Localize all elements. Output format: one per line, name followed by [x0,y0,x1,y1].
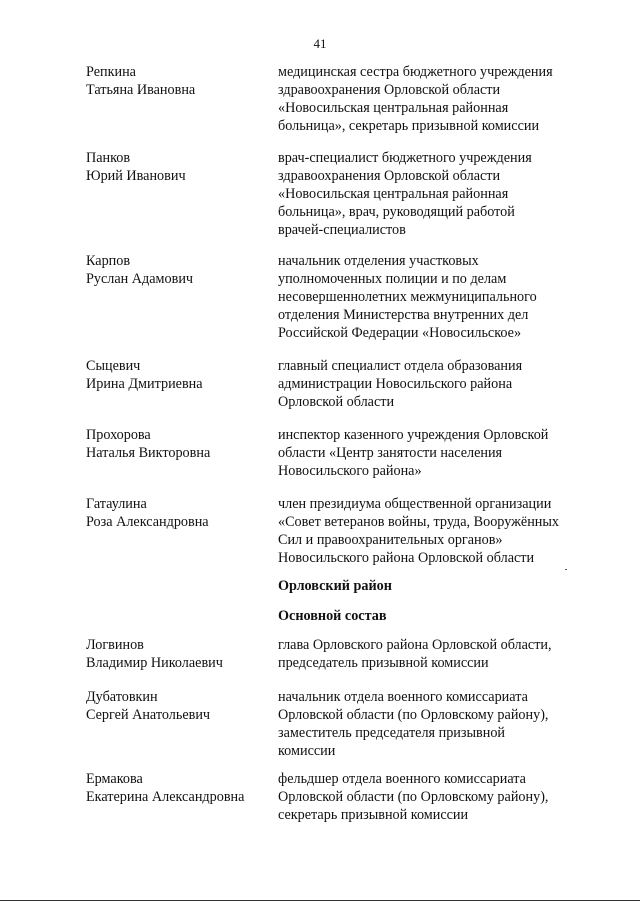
member-name [86,770,278,824]
member-given-names: Руслан Адамович [86,271,194,287]
member-name [86,426,278,480]
member-role [278,252,598,342]
member-surname: Гатаулина [86,496,147,512]
member-entry [86,252,606,342]
role-line: отделения Министерства внутренних дел [278,307,529,323]
member-role [278,357,598,411]
member-entry [86,426,606,480]
role-line: несовершеннолетних межмуниципального [278,289,537,305]
role-line: медицинская сестра бюджетного учреждения [278,64,553,80]
member-surname: Карпов [86,253,131,269]
member-name [86,149,278,239]
role-line: начальник отделения участковых [278,253,479,269]
section-title: Орловский район [278,578,392,594]
member-given-names: Роза Александровна [86,514,209,530]
member-given-names: Юрий Иванович [86,168,186,184]
member-name [86,636,278,672]
member-surname: Репкина [86,64,136,80]
role-line: Орловской области (по Орловскому району), [278,707,549,723]
scan-speck [565,569,567,570]
role-line: «Совет ветеранов войны, труда, Вооружённых [278,514,560,530]
member-given-names: Ирина Дмитриевна [86,376,203,392]
member-given-names: Екатерина Александровна [86,789,245,805]
member-given-names: Татьяна Ивановна [86,82,196,98]
role-line: здравоохранения Орловской области [278,82,501,98]
role-line: «Новосильская центральная районная [278,186,509,202]
member-surname: Дубатовкин [86,689,158,705]
member-name [86,252,278,342]
role-line: здравоохранения Орловской области [278,168,501,184]
role-line: уполномоченных полиции и по делам [278,271,507,287]
page-bottom-rule [0,900,640,901]
role-line: комиссии [278,743,336,759]
member-role [278,636,598,672]
member-name [86,63,278,135]
role-line: инспектор казенного учреждения Орловской [278,427,549,443]
member-entry [86,357,606,411]
member-entry [86,63,606,135]
role-line: области «Центр занятости населения [278,445,503,461]
member-name [86,688,278,760]
role-line: Российской Федерации «Новосильское» [278,325,522,341]
role-line: больница», врач, руководящий работой [278,204,515,220]
member-role [278,426,598,480]
role-line: заместитель председателя призывной [278,725,505,741]
member-surname: Прохорова [86,427,151,443]
role-line: Орловской области (по Орловскому району), [278,789,549,805]
role-line: Сил и правоохранительных органов» [278,532,503,548]
role-line: больница», секретарь призывной комиссии [278,118,540,134]
member-surname: Ермакова [86,771,143,787]
role-line: «Новосильская центральная районная [278,100,509,116]
role-line: главный специалист отдела образования [278,358,523,374]
member-role [278,495,598,567]
member-name [86,495,278,567]
role-line: администрации Новосильского района [278,376,513,392]
member-name [86,357,278,411]
subsection-title: Основной состав [278,608,387,624]
role-line: врач-специалист бюджетного учреждения [278,150,532,166]
member-given-names: Владимир Николаевич [86,655,223,671]
member-role [278,688,598,760]
member-surname: Сыцевич [86,358,141,374]
page-number: 41 [313,36,327,51]
role-line: Орловской области [278,394,395,410]
role-line: Новосильского района» [278,463,422,479]
role-line: секретарь призывной комиссии [278,807,469,823]
role-line: врачей-специалистов [278,222,406,238]
role-line: председатель призывной комиссии [278,655,489,671]
member-given-names: Сергей Анатольевич [86,707,211,723]
role-line: начальник отдела военного комиссариата [278,689,528,705]
role-line: член президиума общественной организации [278,496,552,512]
member-entry [86,636,606,672]
member-entry [86,688,606,760]
member-entry [86,149,606,239]
member-entry [86,495,606,567]
role-line: Новосильского района Орловской области [278,550,535,566]
member-role [278,770,598,824]
member-entry [86,770,606,824]
member-role [278,63,598,135]
member-surname: Логвинов [86,637,144,653]
member-role [278,149,598,239]
member-given-names: Наталья Викторовна [86,445,211,461]
role-line: глава Орловского района Орловской области, [278,637,552,653]
member-surname: Панков [86,150,131,166]
role-line: фельдшер отдела военного комиссариата [278,771,526,787]
